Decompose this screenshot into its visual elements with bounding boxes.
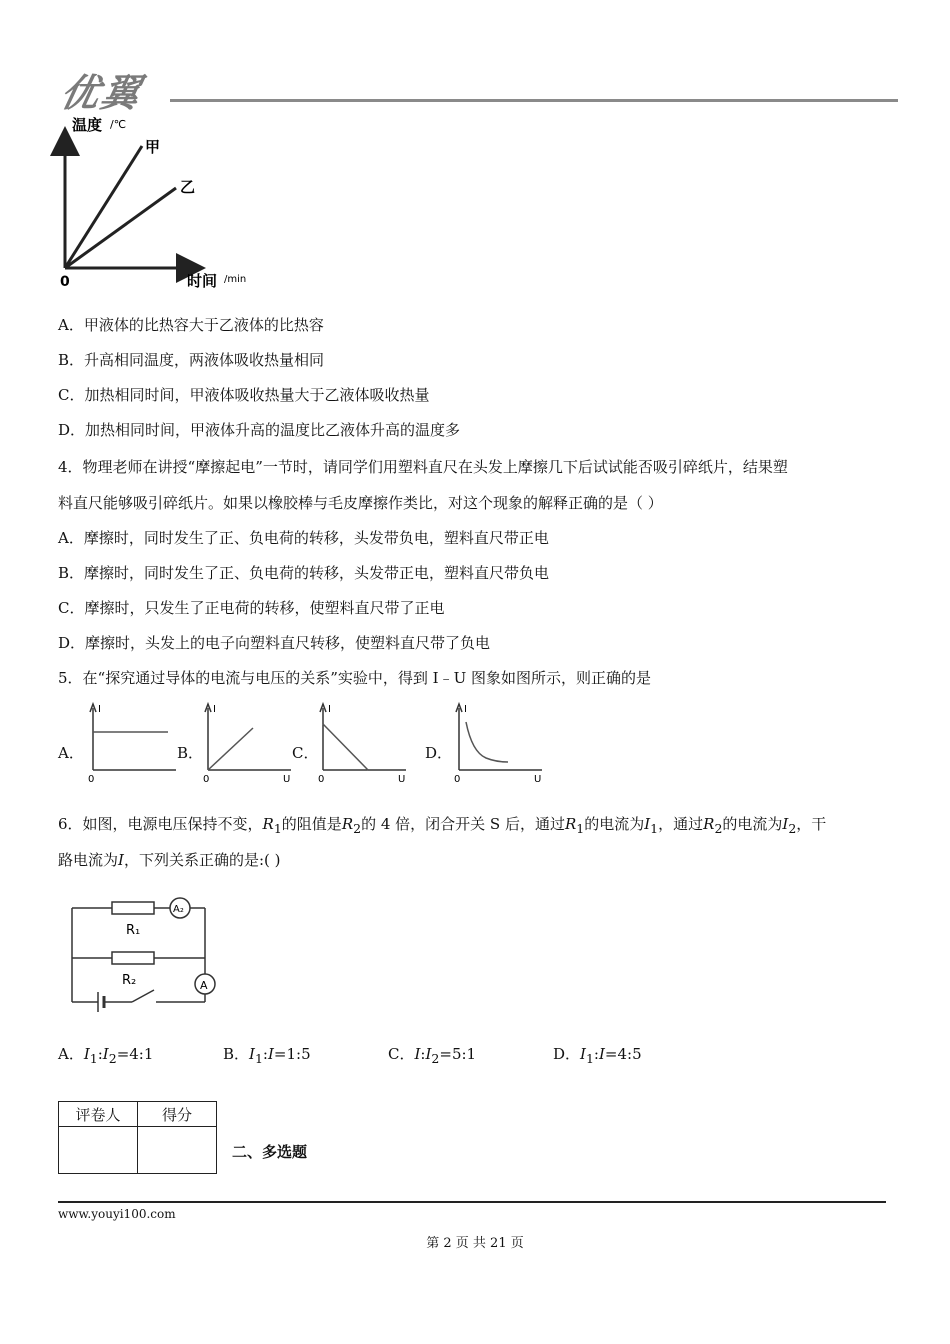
q4-option-d: D．摩擦时，头发上的电子向塑料直尺转移，使塑料直尺带了负电 (58, 634, 491, 652)
curve-c (323, 724, 368, 770)
footer-rule (58, 1201, 886, 1203)
origin: 0 (203, 774, 210, 785)
origin: 0 (88, 774, 95, 785)
grader-header: 评卷人 (59, 1102, 138, 1127)
line-jia (65, 146, 142, 268)
label-r2: R₂ (122, 973, 137, 988)
y-axis-label: 温度 (72, 116, 103, 134)
page-number: 第 2 页 共 21 页 (426, 1236, 524, 1251)
q6-option-a: A．$I_1:I_2=4:1$ (58, 1045, 154, 1066)
q5-stem: 5．在“探究通过导体的电流与电压的关系”实验中，得到 I﹣U 图象如图所示，则正确的是 (58, 669, 651, 687)
q5-graph-d (446, 700, 546, 785)
score-table (58, 1101, 217, 1174)
q5-option-a-label: A． (58, 744, 84, 762)
y-label: I (464, 704, 467, 715)
x-label: U (398, 774, 406, 785)
x-axis-label: 时间 (187, 272, 218, 290)
label-a: A (200, 979, 208, 992)
curve-b (208, 728, 253, 770)
y-axis-unit: /℃ (110, 118, 127, 131)
logo: 优翼 (56, 71, 146, 115)
curve-d (466, 722, 508, 762)
origin: 0 (454, 774, 461, 785)
label-r1: R₁ (126, 923, 141, 938)
q3-option-c: C．加热相同时间，甲液体吸收热量大于乙液体吸收热量 (58, 386, 430, 404)
x-label: U (534, 774, 542, 785)
q5-option-d-label: D． (425, 744, 453, 762)
switch (132, 990, 154, 1002)
q5-graph-b (195, 700, 295, 785)
score-header: 得分 (138, 1102, 217, 1127)
label-yi: 乙 (180, 178, 196, 196)
q5-option-b-label: B． (177, 744, 204, 762)
line-yi (65, 188, 176, 268)
footer-url[interactable]: www.youyi100.com (58, 1207, 176, 1221)
x-axis-unit: /min (224, 274, 247, 285)
q6-option-d: D．$I_1:I=4:5$ (553, 1045, 642, 1066)
q4-option-a: A．摩擦时，同时发生了正、负电荷的转移，头发带负电，塑料直尺带正电 (58, 529, 549, 547)
q5-graph-a (80, 700, 180, 785)
q5-option-c-label: C． (292, 744, 319, 762)
circuit-diagram (62, 892, 222, 1017)
resistor-r1 (112, 902, 154, 914)
header-rule (170, 99, 898, 102)
label-jia: 甲 (145, 138, 161, 156)
y-label: I (213, 704, 216, 715)
q6-stem-line1: 6．如图，电源电压保持不变，$R_1$的阻值是$R_2$的 4 倍，闭合开关 S 后，通过$R_1$的电流为$I_1$，通过$R_2$的电流为$I_2$，干 (58, 815, 827, 836)
q6-option-b: B．$I_1:I=1:5$ (223, 1045, 311, 1066)
q6-stem-line2: 路电流为I，下列关系正确的是:( ) (58, 851, 281, 869)
y-label: I (98, 704, 101, 715)
resistor-r2 (112, 952, 154, 964)
q5-graph-c (310, 700, 410, 785)
q4-stem-line2: 料直尺能够吸引碎纸片。如果以橡胶棒与毛皮摩擦作类比，对这个现象的解释正确的是（ ） (58, 494, 663, 512)
x-label: U (283, 774, 291, 785)
q3-option-b: B．升高相同温度，两液体吸收热量相同 (58, 351, 325, 369)
q4-stem-line1: 4．物理老师在讲授“摩擦起电”一节时，请同学们用塑料直尺在头发上摩擦几下后试试能否吸引碎纸片，结果塑 (58, 458, 788, 476)
score-cell[interactable] (138, 1127, 217, 1174)
q6-option-c: C．$I:I_2=5:1$ (388, 1045, 477, 1066)
q3-option-a: A．甲液体的比热容大于乙液体的比热容 (58, 316, 324, 334)
q3-option-d: D．加热相同时间，甲液体升高的温度比乙液体升高的温度多 (58, 421, 461, 439)
q4-option-c: C．摩擦时，只发生了正电荷的转移，使塑料直尺带了正电 (58, 599, 445, 617)
grader-cell[interactable] (59, 1127, 138, 1174)
origin-label: 0 (60, 274, 70, 290)
section-title: 二、多选题 (232, 1143, 308, 1161)
temperature-time-graph (50, 110, 280, 295)
label-a2: A₂ (173, 904, 184, 915)
origin: 0 (318, 774, 325, 785)
y-label: I (328, 704, 331, 715)
q4-option-b: B．摩擦时，同时发生了正、负电荷的转移，头发带正电，塑料直尺带负电 (58, 564, 550, 582)
